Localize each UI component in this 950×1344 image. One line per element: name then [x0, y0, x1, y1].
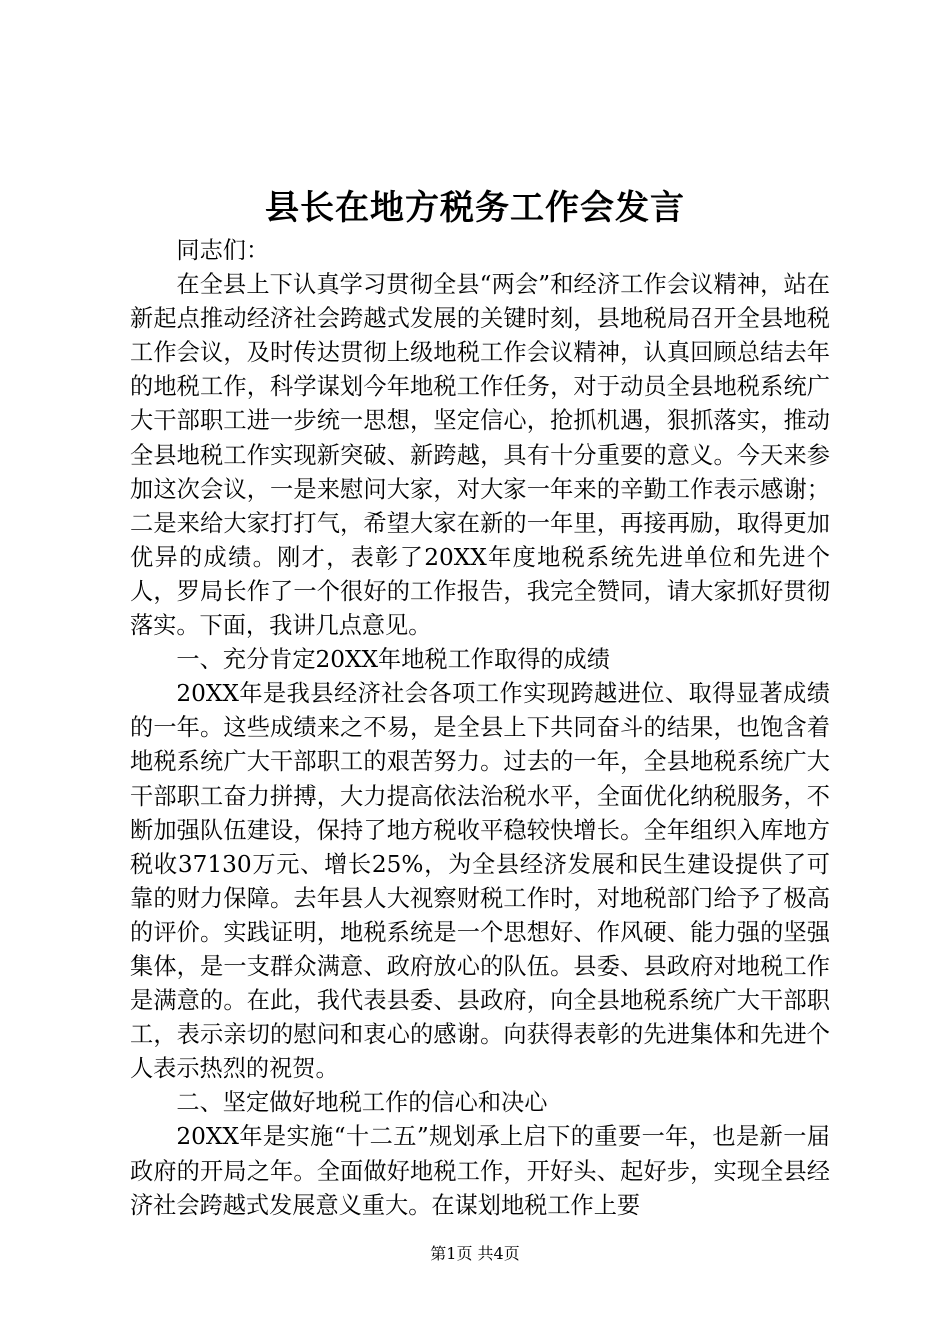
paragraph-achievements: 20XX年是我县经济社会各项工作实现跨越进位、取得显著成绩的一年。这些成绩来之不易，是全县上下共同奋斗的结果，也饱含着地税系统广大干部职工的艰苦努力。过去的一年，全县地税系统广大干部职工奋力拼搏，大力提高依法治税水平，全面优化纳税服务，不断加强队伍建设，保持了地方税收平稳较快增长。全年组织入库地方税收37130万元、增长25%，为全县经济发展和民生建设提供了可靠的财力保障。去年县人大视察财税工作时，对地税部门给予了极高的评价。实践证明，地税系统是一个思想好、作风硬、能力强的坚强集体，是一支群众满意、政府放心的队伍。县委、县政府对地税工作是满意的。在此，我代表县委、县政府，向全县地税系统广大干部职工，表示亲切的慰问和衷心的感谢。向获得表彰的先进集体和先进个人表示热烈的祝贺。 — [130, 680, 830, 1083]
salutation: 同志们： — [176, 237, 270, 264]
paragraph-intro: 在全县上下认真学习贯彻全县“两会”和经济工作会议精神，站在新起点推动经济社会跨越式发展的关键时刻，县地税局召开全县地税工作会议，及时传达贯彻上级地税工作会议精神，认真回顾总结去年的地税工作，科学谋划今年地税工作任务，对于动员全县地税系统广大干部职工进一步统一思想，坚定信心，抢抓机遇，狠抓落实，推动全县地税工作实现新突破、新跨越，具有十分重要的意义。今天来参加这次会议，一是来慰问大家，对大家一年来的辛勤工作表示感谢；二是来给大家打打气，希望大家在新的一年里，再接再励，取得更加优异的成绩。刚才，表彰了20XX年度地税系统先进单位和先进个人，罗局长作了一个很好的工作报告，我完全赞同，请大家抓好贯彻落实。下面，我讲几点意见。 — [130, 271, 830, 640]
paragraph-confidence: 20XX年是实施“十二五”规划承上启下的重要一年，也是新一届政府的开局之年。全面做好地税工作，开好头、起好步，实现全县经济社会跨越式发展意义重大。在谋划地税工作上要 — [130, 1123, 830, 1219]
document-title: 县长在地方税务工作会发言 — [265, 188, 685, 228]
page-number-footer: 第1页 共4页 — [430, 1244, 520, 1263]
section-heading-1: 一、充分肯定20XX年地税工作取得的成绩 — [176, 646, 610, 674]
section-heading-2: 二、坚定做好地税工作的信心和决心 — [176, 1089, 548, 1117]
document-body — [130, 234, 830, 1223]
